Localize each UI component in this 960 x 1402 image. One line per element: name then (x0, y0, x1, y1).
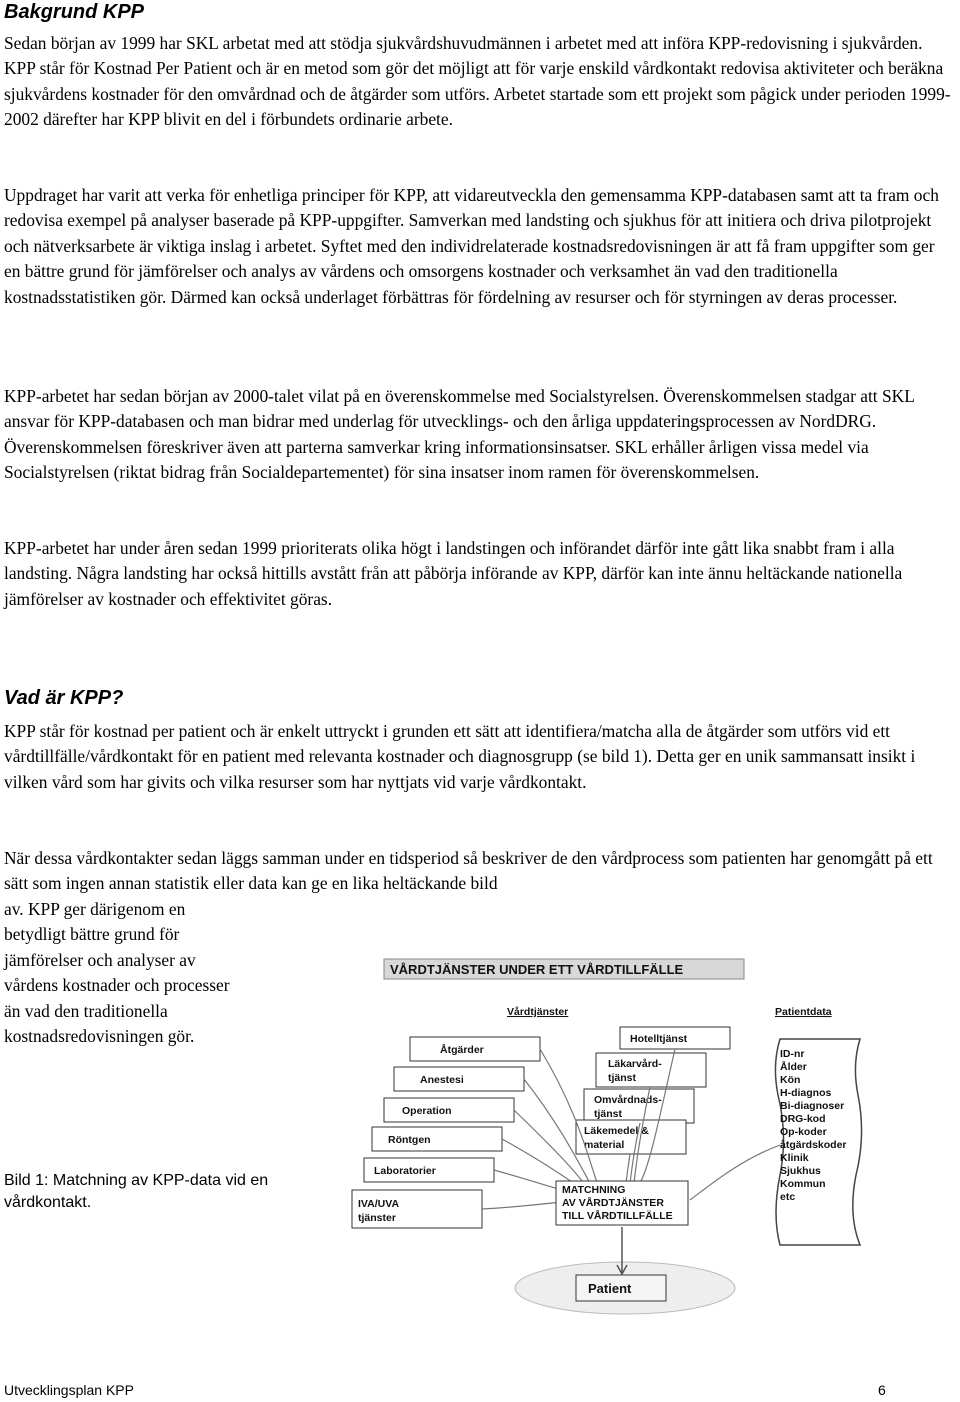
label-tjanster: tjänster (358, 1212, 396, 1224)
column-vardtjanster: Vårdtjänster (507, 1006, 569, 1018)
label-omvardnad: Omvårdnads- (594, 1094, 662, 1106)
pd-atgardskoder: åtgärdskoder (780, 1139, 847, 1151)
paragraph-overenskommelse: KPP-arbetet har sedan början av 2000-talet vilat på en överenskommelse med Socialstyrelsen. Överenskommelsen stadgar att SKL ansvar för KPP-databasen och man bidrar med underlag för utvecklings- och den årliga uppdateringsprocessen av NordDRG. Överenskommelsen föreskriver även att parterna samverkar kring informationsinsatser. SKL erhåller årligen vissa medel via Socialstyrelsen (riktat bidrag från Socialdepartementet) för sina insatser inom ramen för överenskommelsen. (4, 386, 915, 483)
pd-id: ID-nr (780, 1048, 805, 1060)
paragraph-vardprocess-continued: av. KPP ger därigenom en betydligt bättre grund för jämförelser och analyser av vårdens kostnader och processer än vad den traditionella kostnadsredovisningen gör. (4, 899, 230, 1047)
pd-sjukhus: Sjukhus (780, 1165, 821, 1177)
footer-title: Utvecklingsplan KPP (4, 1382, 134, 1398)
heading-bakgrund: Bakgrund KPP (4, 1, 145, 23)
paragraph-vardprocess: När dessa vårdkontakter sedan läggs samman under en tidsperiod så beskriver de den vårdprocess som patienten har genomgått på ett sätt som ingen annan statistik eller data kan ge en lika heltäckande bild (4, 848, 933, 894)
label-atgarder: Åtgärder (440, 1044, 484, 1056)
label-anestesi: Anestesi (420, 1074, 464, 1086)
paragraph-kpp-definition: KPP står för kostnad per patient och är enkelt uttryckt i grunden ett sätt att identifiera/matcha alla de åtgärder som utförs vid ett vårdtillfälle/vårdkontakt för en patient med relevanta kostnader och diagnosgrupp (se bild 1). Detta ger en unik sammansatt insikt i vilken vård som har givits och vilka resurser som har nyttjats vid varje vårdkontakt. (4, 721, 916, 792)
diagram-title: VÅRDTJÄNSTER UNDER ETT VÅRDTILLFÄLLE (390, 962, 684, 977)
pd-bidiagnoser: Bi-diagnoser (780, 1100, 845, 1112)
label-operation: Operation (402, 1105, 452, 1117)
paragraph-uppdraget: Uppdraget har varit att verka för enhetliga principer för KPP, att vidareutveckla den gemensamma KPP-databasen samt att ta fram och redovisa exempel på analyser baserade på KPP-uppgifter. Samverkan med landsting och sjukhus för att initiera och driva pilotprojekt och nätverksarbete är viktiga inslag i arbetet. Syftet med den individrelaterade kostnadsredovisningen är att få fram uppgifter som ger en bättre grund för jämförelser och analys av vårdens och omsorgens kostnader och verksamhet än vad den traditionella kostnadsstatistiken gör. Därmed kan också underlaget förbättras för fördelning av resurser och för styrningen av deras processer. (4, 185, 939, 307)
label-lakarvard-2: tjänst (608, 1072, 637, 1084)
label-matching-1: MATCHNING (562, 1184, 626, 1196)
pd-opkoder: Op-koder (780, 1126, 827, 1138)
pd-klinik: Klinik (780, 1152, 809, 1164)
left-service-boxes (352, 1037, 540, 1228)
label-laboratorier: Laboratorier (374, 1165, 436, 1177)
pd-alder: Ålder (780, 1061, 807, 1073)
diagram-svg (340, 945, 960, 1325)
paragraph-prioritering: KPP-arbetet har under åren sedan 1999 prioriterats olika högt i landstingen och införandet därför inte gått lika snabbt fram i alla landsting. Några landsting har också hittills avstått från att påbörja införande av KPP, därför kan inte ännu heltäckande nationella jämförelser av kostnader och effektivitet göras. (4, 538, 903, 609)
arrow-patientdata-matching (690, 1145, 780, 1200)
pd-hdiagnos: H-diagnos (780, 1087, 832, 1099)
label-iva-uva: IVA/UVA (358, 1198, 400, 1210)
pd-drg: DRG-kod (780, 1113, 826, 1125)
paragraph-intro: Sedan början av 1999 har SKL arbetat med att stödja sjukvårdshuvudmännen i arbetet med att införa KPP-redovisning i sjukvården. KPP står för Kostnad Per Patient och är en metod som gör det möjligt att för varje enskild vårdkontakt redovisa aktiviteter och beräkna sjukvårdens kostnader för den omvårdnad och de åtgärder som utförs. Arbetet startade som ett projekt som pågick under perioden 1999-2002 därefter har KPP blivit en del i förbundets ordinarie arbete. (4, 33, 951, 130)
label-rontgen: Röntgen (388, 1134, 431, 1146)
heading-vad-ar-kpp: Vad är KPP? (4, 687, 124, 709)
label-lakarvard: Läkarvård- (608, 1058, 662, 1070)
pd-etc: etc (780, 1191, 796, 1203)
footer-page-number: 6 (878, 1382, 886, 1398)
kpp-matching-diagram (340, 945, 960, 1325)
label-patient: Patient (588, 1281, 632, 1296)
label-hotelltjanst: Hotelltjänst (630, 1033, 688, 1045)
pd-kommun: Kommun (780, 1178, 826, 1190)
figure-caption: Bild 1: Matchning av KPP-data vid en vårdkontakt. (4, 1172, 269, 1211)
label-matching-3: TILL VÅRDTILLFÄLLE (562, 1210, 673, 1222)
column-patientdata: Patientdata (775, 1006, 832, 1018)
label-matching-2: AV VÅRDTJÄNSTER (562, 1197, 664, 1209)
label-omvardnad-2: tjänst (594, 1108, 623, 1120)
label-material: material (584, 1139, 625, 1151)
label-lakemedel: Läkemedel & (584, 1125, 649, 1137)
right-service-boxes (576, 1027, 730, 1154)
pd-kon: Kön (780, 1074, 801, 1086)
